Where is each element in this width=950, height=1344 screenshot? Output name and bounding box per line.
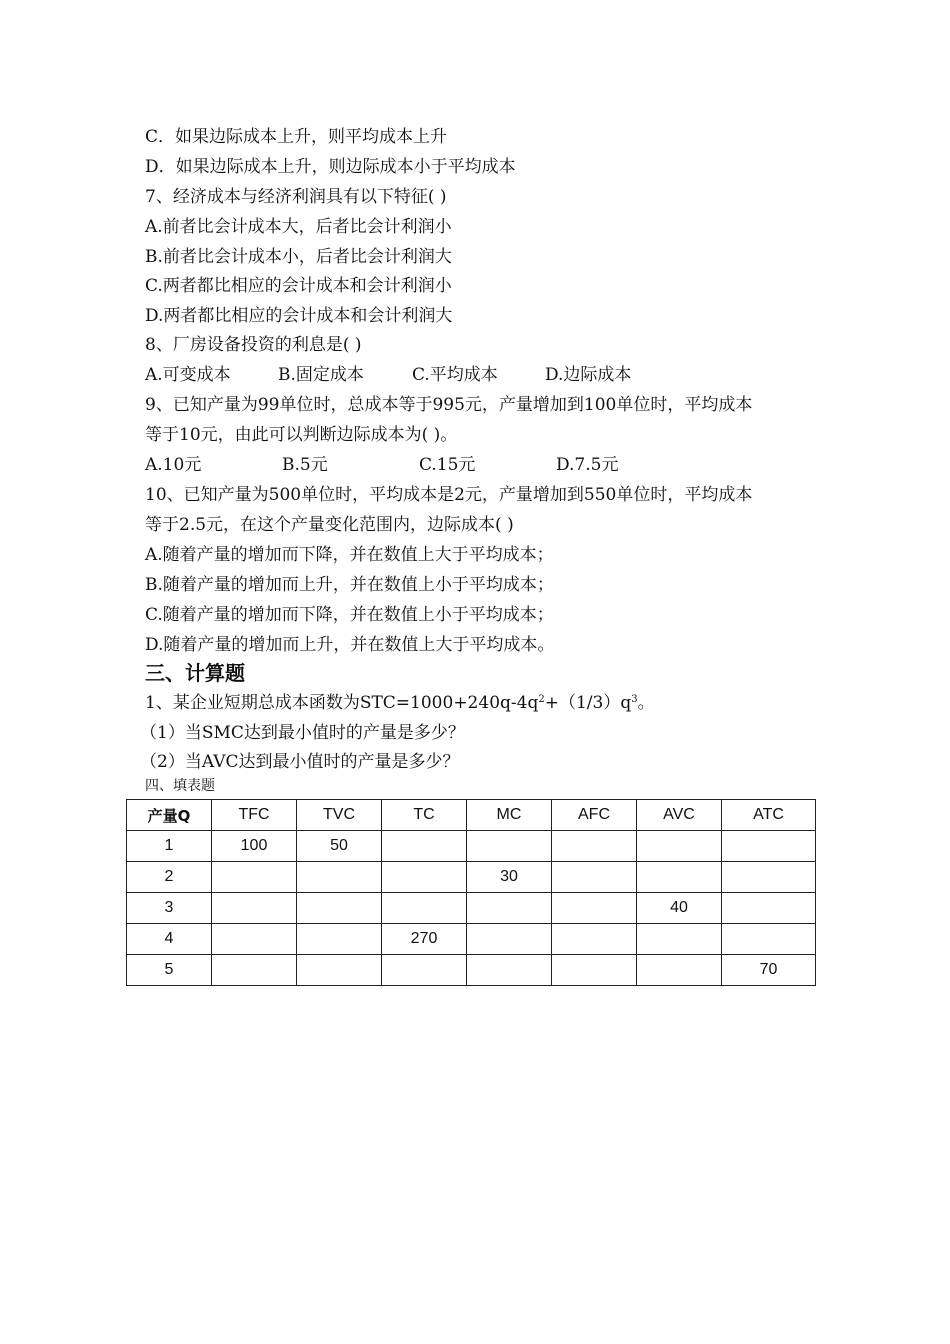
table-cell xyxy=(552,924,637,955)
exponent-3: 3 xyxy=(631,694,638,705)
question-7-option-c: C.两者都比相应的会计成本和会计利润小 xyxy=(145,276,452,296)
question-9-line-2: 等于10元，由此可以判断边际成本为( )。 xyxy=(145,425,458,445)
header-tvc: TVC xyxy=(297,800,382,831)
question-10-option-d: D.随着产量的增加而上升，并在数值上大于平均成本。 xyxy=(145,635,555,655)
table-row xyxy=(127,924,816,955)
table-cell: 270 xyxy=(382,924,467,955)
table-cell xyxy=(297,955,382,986)
calc-question-1-text-c: 。 xyxy=(637,693,655,713)
table-cell xyxy=(212,924,297,955)
option-d-line: D．如果边际成本上升，则边际成本小于平均成本 xyxy=(145,157,516,177)
table-cell: 40 xyxy=(637,893,722,924)
question-10-line-1: 10、已知产量为500单位时，平均成本是2元，产量增加到550单位时，平均成本 xyxy=(145,485,753,505)
table-cell xyxy=(382,862,467,893)
question-7-option-d: D.两者都比相应的会计成本和会计利润大 xyxy=(145,306,453,326)
table-cell xyxy=(212,955,297,986)
question-8: 8、厂房设备投资的利息是( ) xyxy=(145,335,362,355)
calc-subquestion-2: （2）当AVC达到最小值时的产量是多少？ xyxy=(140,752,460,772)
header-quantity: 产量Q xyxy=(127,800,212,831)
table-cell: 50 xyxy=(297,831,382,862)
table-cell xyxy=(552,862,637,893)
table-cell xyxy=(467,955,552,986)
question-10-option-b: B.随着产量的增加而上升，并在数值上小于平均成本； xyxy=(145,575,554,595)
header-mc: MC xyxy=(467,800,552,831)
table-cell xyxy=(552,955,637,986)
table-row xyxy=(127,862,816,893)
question-8-option-a: A.可变成本 xyxy=(145,365,231,385)
table-cell xyxy=(552,893,637,924)
table-cell: 70 xyxy=(722,955,816,986)
table-cell: 5 xyxy=(127,955,212,986)
section-4-heading: 四、填表题 xyxy=(145,778,215,794)
table-cell xyxy=(637,924,722,955)
table-cell xyxy=(467,924,552,955)
table-cell xyxy=(382,893,467,924)
table-header-row xyxy=(127,800,816,831)
table-cell xyxy=(722,831,816,862)
table-row xyxy=(127,893,816,924)
header-avc: AVC xyxy=(637,800,722,831)
table-cell xyxy=(382,831,467,862)
calc-question-1-text-a: 1、某企业短期总成本函数为STC=1000+240q-4q xyxy=(145,693,539,713)
question-7: 7、经济成本与经济利润具有以下特征( ) xyxy=(145,187,447,207)
table-cell xyxy=(297,893,382,924)
table-cell: 30 xyxy=(467,862,552,893)
question-8-option-d: D.边际成本 xyxy=(545,365,632,385)
cost-table xyxy=(126,799,816,986)
table-cell xyxy=(637,862,722,893)
table-cell xyxy=(297,924,382,955)
table-cell xyxy=(212,893,297,924)
calc-question-1 xyxy=(145,692,655,714)
table-cell xyxy=(552,831,637,862)
table-cell: 1 xyxy=(127,831,212,862)
question-9-option-b: B.5元 xyxy=(282,455,328,475)
exponent-2: 2 xyxy=(538,694,545,705)
table-cell xyxy=(212,862,297,893)
calc-subquestion-1: （1）当SMC达到最小值时的产量是多少？ xyxy=(140,723,465,743)
table-cell: 3 xyxy=(127,893,212,924)
question-8-option-b: B.固定成本 xyxy=(278,365,364,385)
table-cell xyxy=(382,955,467,986)
table-cell: 2 xyxy=(127,862,212,893)
table-cell xyxy=(722,862,816,893)
question-9-option-c: C.15元 xyxy=(419,455,476,475)
question-10-line-2: 等于2.5元，在这个产量变化范围内，边际成本( ) xyxy=(145,515,514,535)
table-cell xyxy=(722,893,816,924)
table-cell xyxy=(467,893,552,924)
table-cell: 100 xyxy=(212,831,297,862)
section-3-heading: 三、计算题 xyxy=(145,661,245,685)
calc-question-1-text-b: +（1/3）q xyxy=(544,693,632,713)
question-9-line-1: 9、已知产量为99单位时，总成本等于995元，产量增加到100单位时，平均成本 xyxy=(145,395,753,415)
table-row xyxy=(127,831,816,862)
header-tfc: TFC xyxy=(212,800,297,831)
table-cell xyxy=(467,831,552,862)
table-cell xyxy=(297,862,382,893)
table-cell xyxy=(637,831,722,862)
question-7-option-a: A.前者比会计成本大，后者比会计利润小 xyxy=(145,217,452,237)
question-9-option-d: D.7.5元 xyxy=(556,455,619,475)
header-tc: TC xyxy=(382,800,467,831)
table-cell xyxy=(722,924,816,955)
table-row xyxy=(127,955,816,986)
question-10-option-c: C.随着产量的增加而下降，并在数值上小于平均成本； xyxy=(145,605,554,625)
table-cell: 4 xyxy=(127,924,212,955)
header-afc: AFC xyxy=(552,800,637,831)
header-atc: ATC xyxy=(722,800,816,831)
table-cell xyxy=(637,955,722,986)
question-9-option-a: A.10元 xyxy=(145,455,202,475)
option-c-line: C．如果边际成本上升，则平均成本上升 xyxy=(145,127,448,147)
question-10-option-a: A.随着产量的增加而下降，并在数值上大于平均成本； xyxy=(145,545,554,565)
question-7-option-b: B.前者比会计成本小，后者比会计利润大 xyxy=(145,247,452,267)
question-8-option-c: C.平均成本 xyxy=(412,365,498,385)
